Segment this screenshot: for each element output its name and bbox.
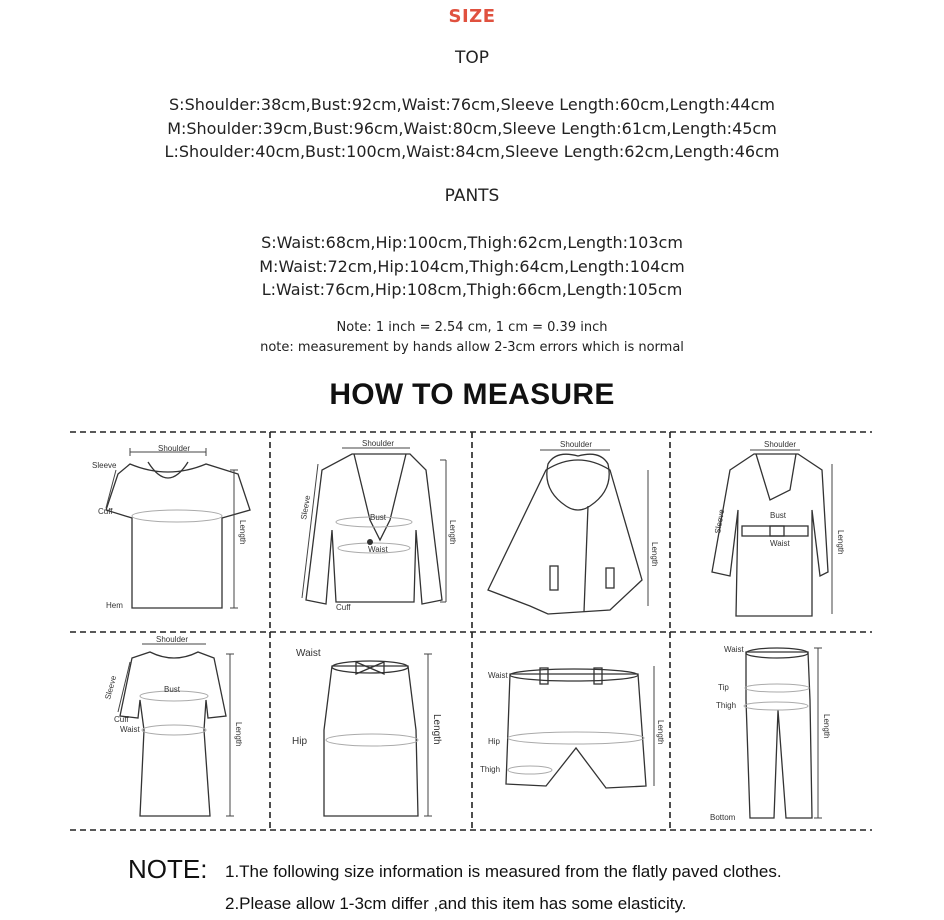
unit-conversion-note: Note: 1 inch = 2.54 cm, 1 cm = 0.39 inch — [336, 320, 608, 335]
tshirt-cuff-label: Cuff — [98, 507, 113, 516]
dress-shoulder-label: Shoulder — [156, 635, 189, 644]
conversion-notes — [0, 318, 944, 358]
skirt-hip-label: Hip — [292, 736, 308, 747]
trousers-bottom-label: Bottom — [710, 813, 736, 822]
tshirt-sleeve-label: Sleeve — [92, 461, 117, 470]
blazer-shoulder-label: Shoulder — [362, 439, 395, 448]
top-size-table — [0, 93, 944, 164]
coat-diagram — [712, 440, 845, 616]
blazer-bust-label: Bust — [370, 513, 387, 522]
coat-waist-label: Waist — [770, 539, 790, 548]
shorts-waist-label: Waist — [488, 671, 508, 680]
pants-section-title: PANTS — [444, 186, 500, 206]
blazer-cuff-label: Cuff — [336, 603, 351, 612]
tshirt-diagram — [92, 444, 250, 610]
cape-length-label: Length — [650, 542, 659, 567]
top-size-row-m: M:Shoulder:39cm,Bust:96cm,Waist:80cm,Sleeve Length:61cm,Length:45cm — [167, 118, 777, 138]
coat-bust-label: Bust — [770, 511, 787, 520]
trousers-length-label: Length — [822, 714, 831, 739]
top-size-row-l: L:Shoulder:40cm,Bust:100cm,Waist:84cm,Sleeve Length:62cm,Length:46cm — [164, 142, 780, 161]
pants-size-row-s: S:Waist:68cm,Hip:100cm,Thigh:62cm,Length:103cm — [261, 233, 683, 252]
blazer-diagram — [299, 439, 457, 612]
cape-shoulder-label: Shoulder — [560, 440, 593, 449]
trousers-waist-label: Waist — [724, 645, 744, 654]
trousers-thigh-label: Thigh — [716, 701, 737, 710]
footer-note-line-2: 2.Please allow 1-3cm differ ,and this item has some elasticity. — [225, 894, 687, 913]
tshirt-length-label: Length — [238, 520, 247, 545]
dress-length-label: Length — [234, 722, 243, 747]
blazer-length-label: Length — [448, 520, 457, 545]
top-size-row-s: S:Shoulder:38cm,Bust:92cm,Waist:76cm,Sleeve Length:60cm,Length:44cm — [169, 95, 775, 114]
footer-note-label: NOTE: — [128, 854, 208, 884]
measurement-diagram-grid — [70, 430, 874, 834]
pants-size-table — [0, 231, 944, 302]
size-heading: SIZE — [448, 6, 496, 27]
top-section-title: TOP — [454, 48, 490, 68]
shorts-hip-label: Hip — [488, 737, 501, 746]
pants-size-row-l: L:Waist:76cm,Hip:108cm,Thigh:66cm,Length:105cm — [261, 280, 683, 299]
footer-note-line-1: 1.The following size information is measured from the flatly paved clothes. — [225, 862, 782, 881]
grid-dashed-lines — [70, 432, 872, 830]
coat-length-label: Length — [836, 530, 845, 555]
blazer-waist-label: Waist — [368, 545, 388, 554]
measurement-error-note: note: measurement by hands allow 2-3cm errors which is normal — [260, 340, 684, 355]
dress-diagram — [103, 635, 243, 816]
trousers-tip-label: Tip — [718, 683, 729, 692]
dress-cuff-label: Cuff — [114, 715, 129, 724]
shorts-thigh-label: Thigh — [480, 765, 501, 774]
skirt-waist-label: Waist — [296, 648, 321, 659]
how-to-measure-heading: HOW TO MEASURE — [329, 378, 615, 411]
skirt-diagram — [292, 648, 442, 816]
tshirt-shoulder-label: Shoulder — [158, 444, 191, 453]
dress-sleeve-label: Sleeve — [103, 674, 119, 701]
coat-shoulder-label: Shoulder — [764, 440, 797, 449]
trousers-diagram — [710, 645, 831, 822]
dress-bust-label: Bust — [164, 685, 181, 694]
coat-sleeve-label: Sleeve — [713, 508, 727, 535]
shorts-diagram — [480, 666, 665, 788]
blazer-sleeve-label: Sleeve — [299, 494, 313, 521]
shorts-length-label: Length — [656, 720, 665, 745]
skirt-length-label: Length — [431, 714, 442, 745]
cape-diagram — [488, 440, 659, 614]
pants-size-row-m: M:Waist:72cm,Hip:104cm,Thigh:64cm,Length:104cm — [259, 256, 685, 276]
dress-waist-label: Waist — [120, 725, 140, 734]
tshirt-hem-label: Hem — [106, 601, 123, 610]
